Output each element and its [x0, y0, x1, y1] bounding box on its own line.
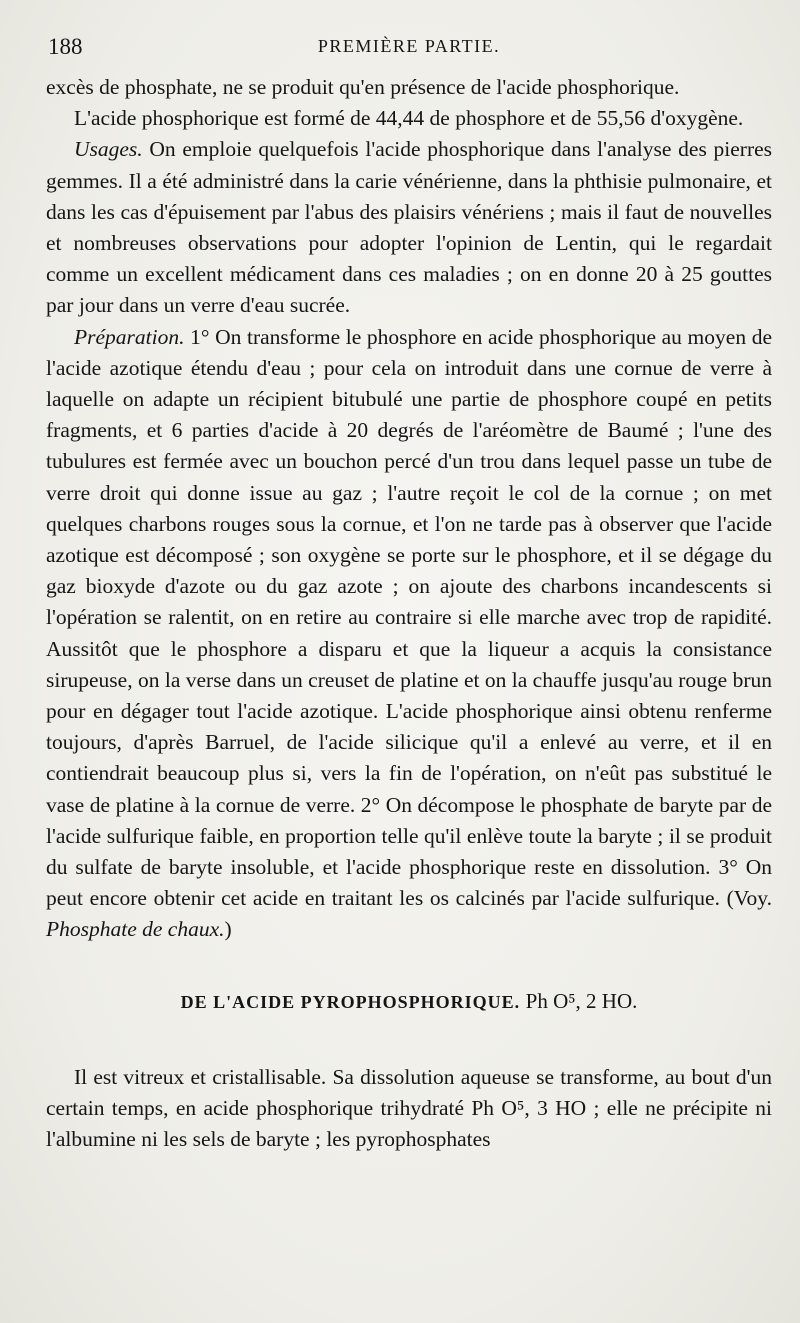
- page-header: [46, 34, 772, 68]
- body-text: [46, 72, 772, 1156]
- usages-text: On emploie quelquefois l'acide phosphorique dans l'analyse des pierres gemmes. Il a été administré dans la carie vénérienne, dans la phthisie pulmonaire, et dans les cas d'épuisement par l'abus des plaisirs vénériens ; mais il faut de nouvelles et nombreuses observations pour adopter l'opinion de Lentin, qui le regardait comme un excellent médicament dans ces maladies ; on en donne 20 à 25 gouttes par jour dans un verre d'eau sucrée.: [46, 137, 773, 318]
- preparation-end: ): [224, 917, 232, 942]
- section-heading: [46, 986, 772, 1018]
- section-title: DE L'ACIDE PYROPHOSPHORIQUE.: [180, 991, 521, 1012]
- cross-reference: Phosphate de chaux.: [46, 917, 225, 942]
- page-number: 188: [48, 34, 83, 59]
- paragraph-2: L'acide phosphorique est formé de 44,44 de phosphore et de 55,56 d'oxygène.: [74, 106, 744, 131]
- usages-label: Usages.: [74, 137, 143, 162]
- preparation-label: Préparation.: [74, 324, 185, 349]
- paragraph-pyrophosphoric: Il est vitreux et cristallisable. Sa dissolution aqueuse se transforme, au bout d'un certain temps, en acide phosphorique trihydraté Ph O⁵, 3 HO ; elle ne précipite ni l'albumine ni les sels de baryte ; les pyrophosphates: [46, 1064, 772, 1152]
- paragraph-preparation: [46, 322, 772, 946]
- paragraph-usages: [46, 134, 772, 321]
- paragraph-1: excès de phosphate, ne se produit qu'en présence de l'acide phosphorique.: [46, 75, 680, 99]
- running-title: PREMIÈRE PARTIE.: [317, 36, 501, 56]
- section-formula: Ph O⁵, 2 HO.: [525, 988, 638, 1013]
- preparation-text: 1° On transforme le phosphore en acide phosphorique au moyen de l'acide azotique étendu d'eau ; pour cela on introduit dans une cornue de verre à laquelle on adapte un récipient bitubulé une partie de phosphore coupé en petits fragments, et 6 parties d'acide à 20 degrés de l'aréomètre de Baumé ; l'une des tubulures est fermée avec un bouchon percé d'un trou dans lequel passe un tube de verre droit qui donne issue au gaz ; l'autre reçoit le col de la cornue ; on met quelques charbons rouges sous la cornue, et l'on ne tarde pas à observer que l'acide azotique est décomposé ; son oxygène se porte sur le phosphore, et il se dégage du gaz bioxyde d'azote ou du gaz azote ; on ajoute des charbons incandescents si l'opération se ralentit, on en retire au contraire si elle marche avec trop de rapidité. Aussitôt que le phosphore a disparu et que la liqueur a acquis la consistance sirupeuse, on la verse dans un creuset de platine et on la chauffe jusqu'au rouge brun pour en dégager tout l'acide azotique. L'acide phosphorique ainsi obtenu renferme toujours, d'après Barruel, de l'acide silicique qu'il a enlevé au verre, et il en contiendrait beaucoup plus si, vers la fin de l'opération, on n'eût pas substitué le vase de platine à la cornue de verre. 2° On décompose le phosphate de baryte par de l'acide sulfurique faible, en proportion telle qu'il enlève toute la baryte ; il se produit du sulfate de baryte insoluble, et l'acide phosphorique reste en dissolution. 3° On peut encore obtenir cet acide en traitant les os calcinés par l'acide sulfurique. (Voy.: [46, 324, 772, 911]
